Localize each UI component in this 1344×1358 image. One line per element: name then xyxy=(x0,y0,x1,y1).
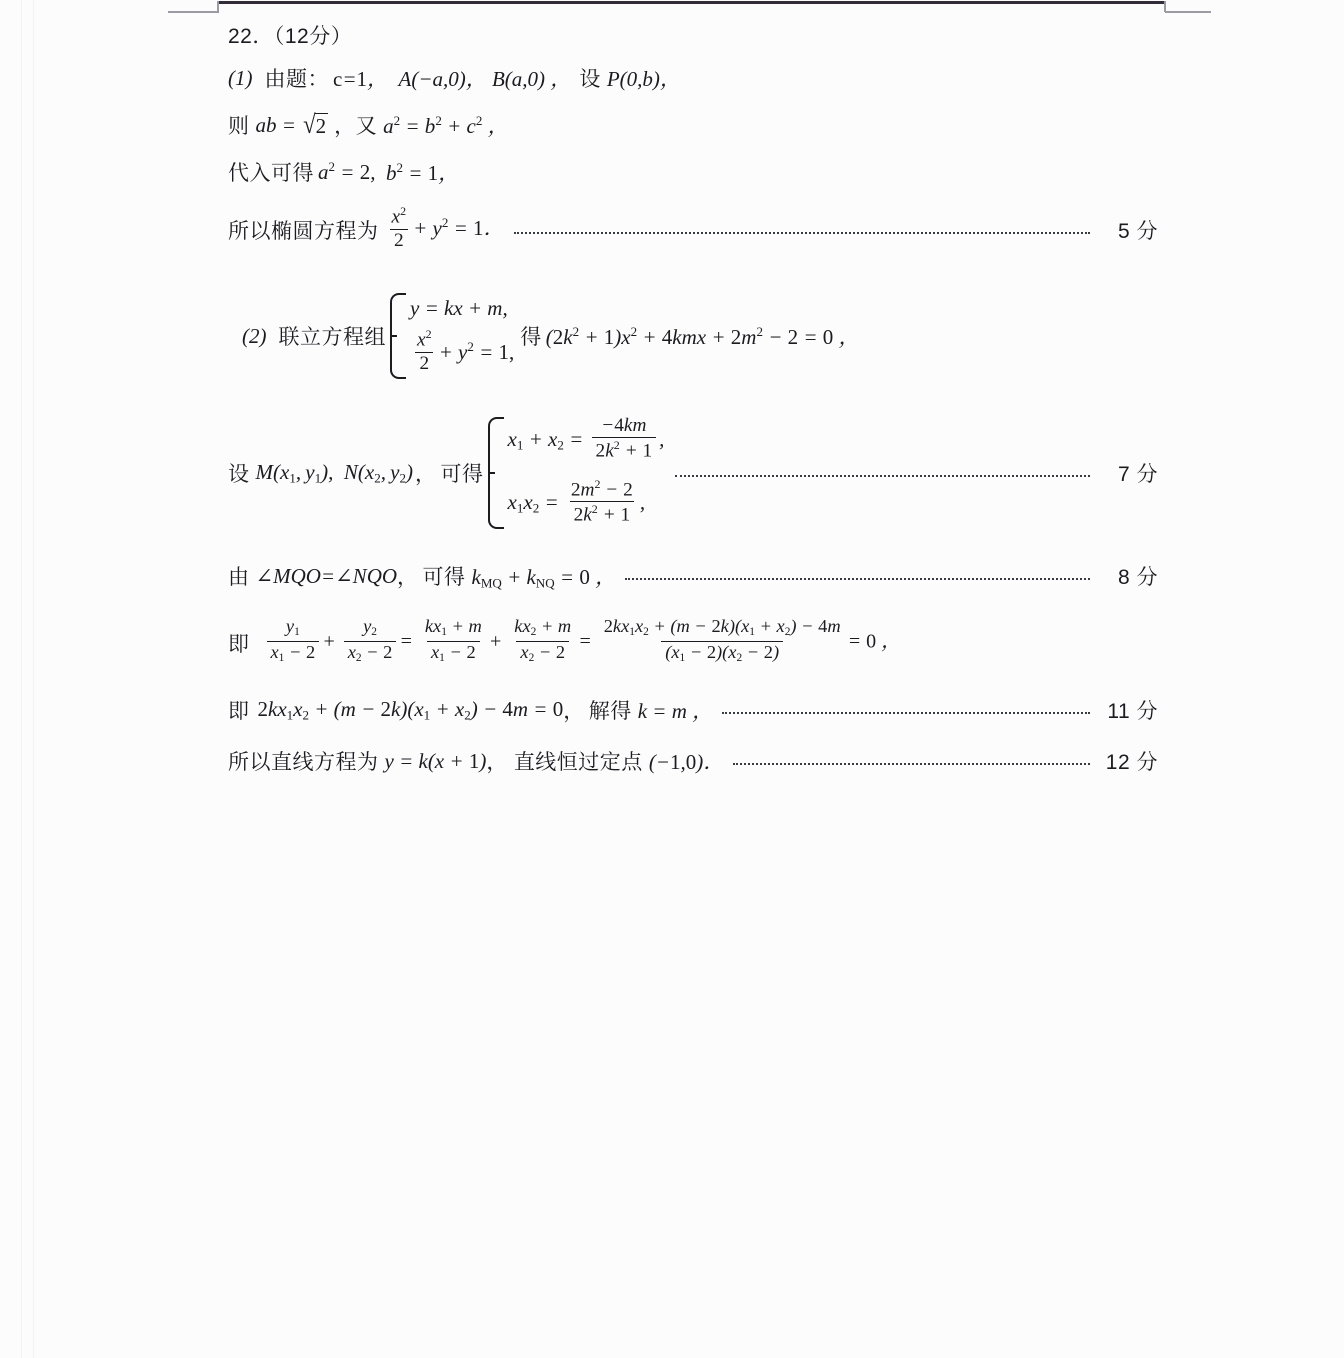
part1-given-math: c=1， A(−a,0)， B(a,0) ， xyxy=(333,67,572,91)
product-of-roots: $x_1x_2$ = $\frac{2m^2 - 2}{2k^2 + 1}$ , xyxy=(507,476,646,526)
comma-sep: ， xyxy=(563,700,585,723)
slope-sum-zero: $k_{MQ} + k_{NQ} = 0$ ， xyxy=(471,564,617,591)
points-m-n: $M(x_1$, $y_1$), $N(x_2$, $y_2$) xyxy=(255,459,414,486)
part1-given-line xyxy=(228,60,1158,96)
b-squared-value: $b^2 = 1$， xyxy=(385,160,460,185)
comma-sep: ， xyxy=(397,566,419,589)
dotted-leader xyxy=(625,568,1090,584)
comma-sep: ， xyxy=(486,751,508,774)
k-equals-m: k = m ， xyxy=(637,699,714,723)
quadratic-equation: $(2k^2 + 1)x^2 + 4kmx + 2m^2 - 2 = 0$ ， xyxy=(545,324,860,349)
solved-text: 解得 xyxy=(588,700,632,723)
part1-set-math: P(0,b)， xyxy=(606,67,681,91)
slope-expansion-math: $\frac{y_1}{x_1 - 2}$ + $\frac{y_2}{x_2 - 2}$ = $\frac{kx_1 + m}{x_1 - 2}$ + $\frac{kx_2 + m}{x_2 - 2}$ = $\frac{2kx_1x_2 + (m - 2k)(x_1 + x_2) - 4m}{(x_1 - 2)(x_2 - 2)}$ = 0 ， xyxy=(264,619,902,666)
scan-artifact-streak xyxy=(33,0,34,1358)
can-obtain-text: 可得 xyxy=(440,463,484,486)
rule-stub-right xyxy=(1165,11,1211,13)
numerator-equation: $2kx_1x_2 + (m - 2k)(x_1 + x_2) - 4m = 0$ xyxy=(257,696,564,723)
angle-equality: ∠MQO=∠NQO xyxy=(255,563,398,588)
left-brace xyxy=(390,293,406,379)
part1-ellipse-line xyxy=(228,204,1158,256)
solve-line xyxy=(228,692,1158,728)
then-text: 则 xyxy=(228,115,250,138)
part1-ab-line xyxy=(228,106,1158,144)
system-line-1: y = kx + m, xyxy=(410,295,508,320)
slope-expansion-line xyxy=(228,612,1158,674)
namely-text: 即 xyxy=(228,633,250,656)
part1-substitute-line xyxy=(228,154,1158,190)
can-obtain-text: 可得 xyxy=(422,566,466,589)
part2-label: (2) xyxy=(242,323,267,348)
dotted-leader xyxy=(514,222,1091,238)
system-line-2: $\frac{x^2}{2}$ + $y^2 = 1$, xyxy=(417,327,515,375)
angle-condition-line xyxy=(228,558,1158,594)
score-marker-12: 12 分 xyxy=(1105,751,1158,774)
scan-artifact-streak xyxy=(21,0,22,1358)
dotted-leader xyxy=(722,702,1090,718)
substitute-text: 代入可得 xyxy=(228,162,314,185)
conclusion-line xyxy=(228,742,1158,780)
rule-stub-left xyxy=(168,11,219,13)
score-marker-5: 5 分 xyxy=(1117,220,1158,243)
vieta-line xyxy=(228,414,1158,532)
namely-text: 即 xyxy=(228,700,250,723)
from-text: 由 xyxy=(228,566,250,589)
ellipse-equation-text: 所以椭圆方程为 xyxy=(228,220,379,243)
problem-number-label: 22．（12分） xyxy=(228,25,353,48)
vieta-system-brace xyxy=(488,414,665,529)
pythagorean-relation: $a^2 = b^2 + c^2$ ， xyxy=(383,113,509,138)
horizontal-rule xyxy=(218,1,1166,4)
comma-sep: ， xyxy=(415,463,437,486)
fixed-point: (−1,0)． xyxy=(648,750,725,774)
ellipse-equation: $\frac{x^2}{2}$ + $y^2 = 1$． xyxy=(391,203,505,251)
left-brace xyxy=(488,417,504,529)
obtain-text: 得 xyxy=(520,326,542,349)
a-squared-value: $a^2 = 2$, xyxy=(318,159,386,184)
solution-body xyxy=(228,14,1158,780)
score-marker-8: 8 分 xyxy=(1117,566,1158,589)
part2-system-line xyxy=(228,288,1172,384)
score-marker-7: 7 分 xyxy=(1117,463,1158,486)
fixed-point-text: 直线恒过定点 xyxy=(513,751,643,774)
equation-system-brace xyxy=(390,293,514,379)
combine-equations-text: 联立方程组 xyxy=(278,326,386,349)
and-text: ，又 xyxy=(334,115,378,138)
problem-heading xyxy=(228,18,1158,52)
part1-label: (1) xyxy=(228,65,253,90)
dotted-leader xyxy=(675,465,1090,481)
sum-of-roots: $x_1 + x_2$ = $\frac{-4km}{2k^2 + 1}$ , xyxy=(507,414,665,462)
line-equation: y = k(x + 1) xyxy=(384,748,487,773)
line-equation-text: 所以直线方程为 xyxy=(228,751,379,774)
score-marker-11: 11 分 xyxy=(1107,700,1158,723)
part1-set-text: 设 xyxy=(579,68,601,91)
ab-equation: ab = √2 xyxy=(255,110,327,139)
let-text: 设 xyxy=(228,463,250,486)
part1-given-text: 由题： xyxy=(264,68,329,91)
dotted-leader xyxy=(733,753,1090,769)
